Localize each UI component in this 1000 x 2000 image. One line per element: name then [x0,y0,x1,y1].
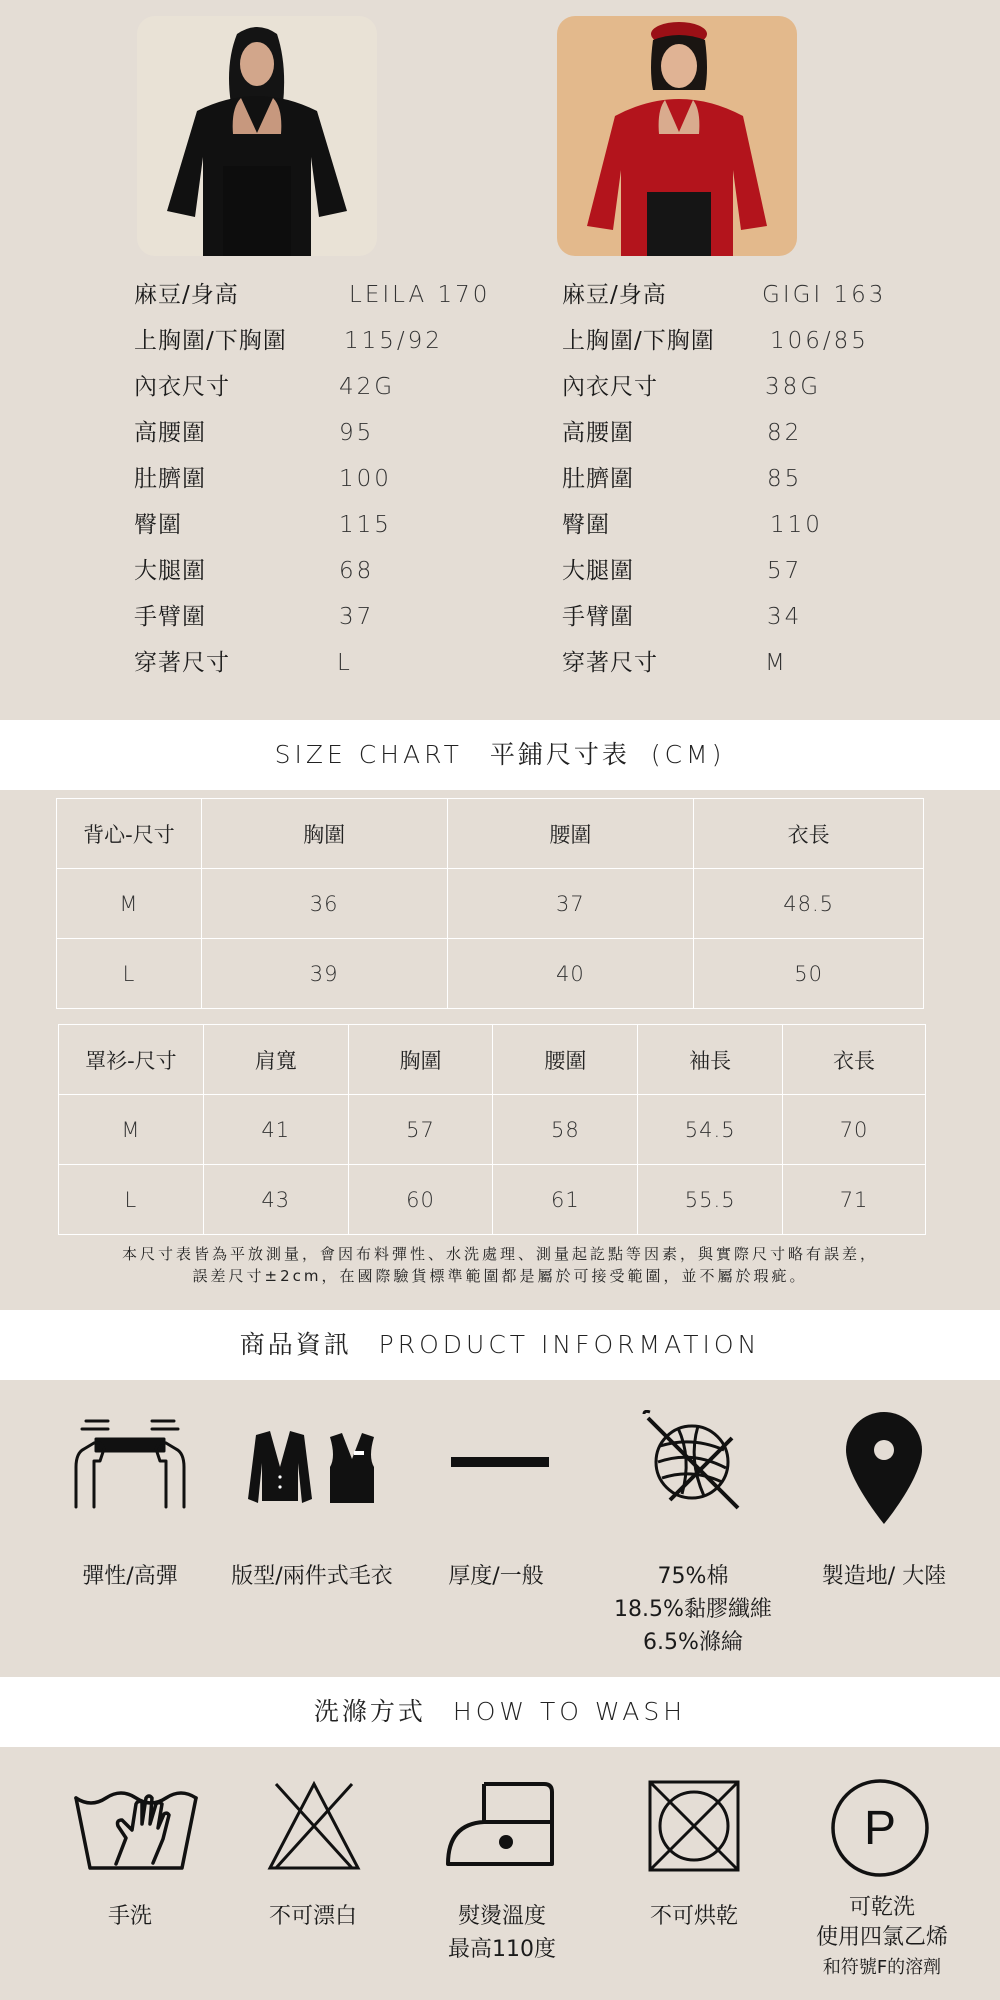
info-caption-line: 75%棉 [657,1564,729,1589]
measure-label: 臀圍 [562,512,610,538]
table-header-cell: 衣長 [694,799,924,869]
measure-value: 37 [339,604,375,630]
table-cell: 70 [783,1095,926,1165]
wash-caption-dry-clean [816,1893,948,1983]
thickness-line-icon [451,1455,549,1469]
product-info-title-en: PRODUCT INFORMATION [378,1330,761,1359]
measure-label: 肚臍圍 [562,466,634,492]
info-caption-line: 版型/兩件式毛衣 [231,1564,393,1589]
table-cell: 41 [203,1095,348,1165]
table-header-cell: 腰圍 [493,1025,638,1095]
measure-value: L [337,650,353,676]
measure-label: 高腰圍 [134,420,206,446]
measure-value: 110 [770,512,823,538]
cardigan-size-table [58,1024,926,1235]
info-caption-line: 製造地/ 大陸 [821,1564,947,1589]
info-caption-origin [822,1560,946,1593]
wash-caption-iron [448,1900,556,1966]
table-header-cell: 袖長 [638,1025,783,1095]
wash-caption-line: 可乾洗 [848,1895,916,1920]
table-cell: 37 [447,869,694,939]
measure-value: LEILA 170 [349,282,491,308]
table-cell: 57 [348,1095,493,1165]
location-pin-icon [844,1410,924,1526]
table-row [59,1095,926,1165]
wash-caption-no-bleach [269,1900,357,1933]
measure-label: 穿著尺寸 [562,650,658,676]
measure-value: 85 [767,466,803,492]
measure-label: 內衣尺寸 [562,374,658,400]
info-caption-line: 18.5%黏膠纖維 [614,1597,772,1622]
size-chart-banner [0,720,1000,790]
measure-value: 82 [767,420,803,446]
table-cell: 50 [694,939,924,1009]
table-cell: 48.5 [694,869,924,939]
table-cell: M [57,869,202,939]
measure-label: 高腰圍 [562,420,634,446]
vest-size-table [56,798,924,1009]
wash-title-en: HOW TO WASH [452,1697,687,1726]
measure-label: 麻豆/身高 [134,282,239,308]
product-info-title-zh: 商品資訊 [239,1330,352,1359]
measure-label: 上胸圍/下胸圍 [134,328,287,354]
measure-value: 95 [339,420,375,446]
measure-label: 上胸圍/下胸圍 [562,328,715,354]
measure-label: 臀圍 [134,512,182,538]
measure-label: 穿著尺寸 [134,650,230,676]
measure-label: 手臂圍 [562,604,634,630]
table-cell: 36 [201,869,447,939]
wash-caption-line: 熨燙溫度 [457,1904,546,1929]
size-chart-title-zh: 平鋪尺寸表 [489,740,630,769]
dry-clean-p-icon [830,1778,930,1878]
model-photo-leila [137,16,377,256]
measure-value: 34 [767,604,803,630]
wash-caption-line: 和符號F的溶劑 [822,1957,942,1978]
measure-label: 大腿圍 [134,558,206,584]
wash-banner [0,1677,1000,1747]
wash-caption-line: 使用四氯乙烯 [815,1925,949,1950]
wash-caption-no-tumble-dry [650,1900,738,1933]
table-cell: M [59,1095,204,1165]
table-row [57,939,924,1009]
table-cell: 43 [203,1165,348,1235]
svg-text:P: P [863,1802,897,1855]
table-header-cell: 腰圍 [447,799,694,869]
measure-value: 100 [339,466,392,492]
model-photo-gigi [557,16,797,256]
measure-value: 42G [339,374,396,400]
wash-caption-line: 不可漂白 [268,1904,358,1929]
info-caption-line: 彈性/高彈 [82,1564,178,1589]
size-note-line-1: 本尺寸表皆為平放測量，會因布料彈性、水洗處理、測量起訖點等因素，與實際尺寸略有誤差， [121,1245,878,1263]
measure-label: 內衣尺寸 [134,374,230,400]
table-cell: 58 [493,1095,638,1165]
table-cell: 61 [493,1165,638,1235]
measure-value: 38G [765,374,822,400]
measure-label: 麻豆/身高 [562,282,667,308]
table-row [57,869,924,939]
table-cell: L [59,1165,204,1235]
wash-caption-line: 最高110度 [448,1937,556,1962]
table-header-cell: 胸圍 [348,1025,493,1095]
wash-caption-line: 手洗 [107,1904,153,1929]
size-chart-title-unit: (CM) [650,740,726,769]
table-header-cell: 罩衫-尺寸 [59,1025,204,1095]
info-caption-material [614,1560,772,1659]
measure-value: GIGI 163 [762,282,887,308]
table-cell: 55.5 [638,1165,783,1235]
table-cell: 39 [201,939,447,1009]
product-info-banner [0,1310,1000,1380]
table-header-cell: 肩寬 [203,1025,348,1095]
measure-value: 115 [339,512,392,538]
info-caption-line: 厚度/一般 [448,1564,544,1589]
cardigan-vest-icon [242,1429,378,1509]
measure-label: 大腿圍 [562,558,634,584]
info-caption-stretch [82,1560,177,1593]
table-header-row [59,1025,926,1095]
iron-icon [444,1778,556,1868]
table-cell: L [57,939,202,1009]
stretch-icon [68,1415,192,1511]
table-cell: 60 [348,1165,493,1235]
table-row [59,1165,926,1235]
yarn-ball-icon [640,1410,750,1520]
info-caption-line: 6.5%滌綸 [643,1630,743,1655]
table-cell: 54.5 [638,1095,783,1165]
no-tumble-dry-icon [646,1778,742,1874]
table-header-cell: 胸圍 [201,799,447,869]
measure-value: 68 [339,558,375,584]
size-note-line-2: 誤差尺寸±2cm，在國際驗貨標準範圍都是屬於可接受範圍，並不屬於瑕疵。 [192,1267,808,1285]
size-chart-title-en: SIZE CHART [274,740,463,769]
measure-value: 57 [767,558,803,584]
no-bleach-icon [266,1780,362,1872]
table-cell: 71 [783,1165,926,1235]
table-header-cell: 衣長 [783,1025,926,1095]
measure-value: M [765,650,788,676]
info-caption-thickness [448,1560,543,1593]
size-note [0,1243,1000,1287]
table-header-cell: 背心-尺寸 [57,799,202,869]
wash-caption-hand-wash [108,1900,152,1933]
measure-label: 肚臍圍 [134,466,206,492]
measure-value: 106/85 [770,328,869,354]
measure-value: 115/92 [344,328,443,354]
table-header-row [57,799,924,869]
wash-caption-line: 不可烘乾 [649,1904,739,1929]
wash-title-zh: 洗滌方式 [313,1697,426,1726]
measure-label: 手臂圍 [134,604,206,630]
hand-wash-icon [72,1780,200,1872]
table-cell: 40 [447,939,694,1009]
info-caption-style [231,1560,392,1593]
